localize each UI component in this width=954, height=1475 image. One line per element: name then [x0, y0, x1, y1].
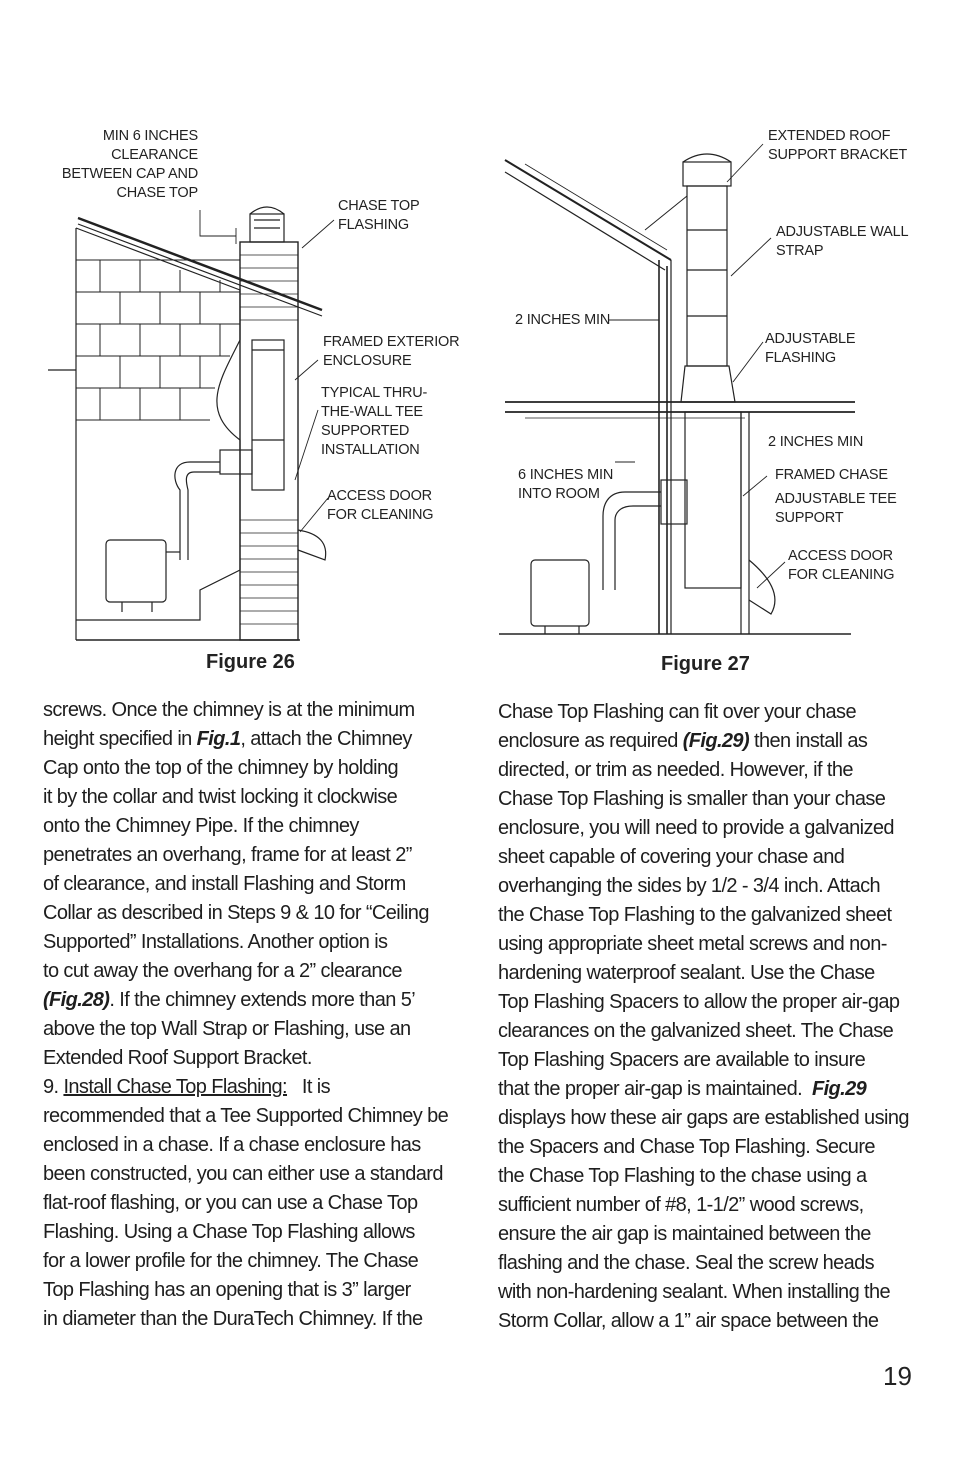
page-number: 19 — [883, 1361, 912, 1391]
text-line: Top Flashing Spacers are available to insure — [498, 1049, 866, 1071]
fig27-label-extended-bracket: EXTENDED ROOF SUPPORT BRACKET — [768, 128, 908, 163]
text-line: Storm Collar, allow a 1” air space between the — [498, 1310, 879, 1332]
text-line: screws. Once the chimney is at the minimum — [43, 699, 415, 721]
right-text-column — [498, 698, 909, 1336]
text-line: the Spacers and Chase Top Flashing. Secure — [498, 1136, 875, 1158]
fig27-label-two-inches-mid: 2 INCHES MIN — [768, 434, 864, 450]
text-line: enclosure as required (Fig.29) then install as — [498, 730, 868, 752]
text-line: overhanging the sides by 1/2 - 3/4 inch. Attach — [498, 875, 881, 897]
text-line: Collar as described in Steps 9 & 10 for “Ceiling — [43, 902, 429, 924]
text-line: the Chase Top Flashing to the chase using a — [498, 1165, 867, 1187]
text-line: Supported” Installations. Another option is — [43, 931, 388, 953]
fig27-label-adjustable-flashing: ADJUSTABLE FLASHING — [765, 331, 856, 366]
fig-reference: (Fig.29) — [682, 730, 750, 752]
text-line: enclosure, you will need to provide a galvanized — [498, 817, 894, 839]
text-line: flat-roof flashing, or you can use a Chase Top — [43, 1192, 418, 1214]
text-line: height specified in Fig.1, attach the Chimney — [43, 728, 412, 750]
figure-26-caption: Figure 26 — [206, 651, 295, 673]
fig27-label-two-inches-top: 2 INCHES MIN — [515, 312, 611, 328]
fig26-label-thru-wall-tee: TYPICAL THRU- THE-WALL TEE SUPPORTED INSTALLATION — [321, 385, 428, 458]
step-heading: Install Chase Top Flashing: — [63, 1076, 288, 1098]
text-line: enclosed in a chase. If a chase enclosure has — [43, 1134, 421, 1156]
text-line: above the top Wall Strap or Flashing, use an — [43, 1018, 411, 1040]
text-line: that the proper air-gap is maintained. Fig.29 — [498, 1078, 867, 1100]
text-line: to cut away the overhang for a 2” clearance — [43, 960, 402, 982]
fig27-label-access-door: ACCESS DOOR FOR CLEANING — [788, 548, 895, 583]
fig26-label-framed-exterior: FRAMED EXTERIOR ENCLOSURE — [323, 334, 460, 369]
text-line: 9. Install Chase Top Flashing: It is — [43, 1076, 330, 1098]
text-line: the Chase Top Flashing to the galvanized sheet — [498, 904, 892, 926]
fig26-label-chase-top-flashing: CHASE TOP FLASHING — [338, 198, 420, 233]
fig-reference: Fig.29 — [811, 1078, 867, 1100]
text-line: (Fig.28). If the chimney extends more than 5’ — [43, 989, 416, 1011]
figure-27-caption: Figure 27 — [661, 653, 750, 675]
text-line: Top Flashing Spacers to allow the proper air-gap — [498, 991, 900, 1013]
text-line: of clearance, and install Flashing and Storm — [43, 873, 406, 895]
fig27-label-wall-strap: ADJUSTABLE WALL STRAP — [776, 224, 909, 259]
text-line: penetrates an overhang, frame for at least 2” — [43, 844, 412, 866]
fig27-label-framed-chase: FRAMED CHASE — [775, 467, 888, 483]
text-line: in diameter than the DuraTech Chimney. If the — [43, 1308, 423, 1330]
fig27-label-six-inches: 6 INCHES MIN INTO ROOM — [518, 467, 614, 502]
text-line: sheet capable of covering your chase and — [498, 846, 845, 868]
text-line: using appropriate sheet metal screws and non- — [498, 933, 887, 955]
fig26-label-min-clearance: MIN 6 INCHES CLEARANCE BETWEEN CAP AND CHASE TOP — [61, 128, 198, 201]
fig26-label-access-door: ACCESS DOOR FOR CLEANING — [327, 488, 434, 523]
text-line: recommended that a Tee Supported Chimney be — [43, 1105, 449, 1127]
text-line: clearances on the galvanized sheet. The Chase — [498, 1020, 894, 1042]
text-line: onto the Chimney Pipe. If the chimney — [43, 815, 359, 837]
text-line: Flashing. Using a Chase Top Flashing allows — [43, 1221, 415, 1243]
text-line: directed, or trim as needed. However, if the — [498, 759, 853, 781]
left-text-column — [43, 696, 448, 1334]
text-line: Top Flashing has an opening that is 3” larger — [43, 1279, 411, 1301]
text-line: it by the collar and twist locking it clockwise — [43, 786, 398, 808]
fig27-label-tee-support: ADJUSTABLE TEE SUPPORT — [775, 491, 897, 526]
text-line: flashing and the chase. Seal the screw heads — [498, 1252, 875, 1274]
fig-reference: Fig.1 — [196, 728, 241, 750]
fig-reference: (Fig.28) — [43, 989, 110, 1011]
text-line: Chase Top Flashing is smaller than your chase — [498, 788, 886, 810]
text-line: ensure the air gap is maintained between the — [498, 1223, 871, 1245]
text-line: been constructed, you can either use a standard — [43, 1163, 443, 1185]
text-line: with non-hardening sealant. When installing the — [498, 1281, 891, 1303]
text-line: Extended Roof Support Bracket. — [43, 1047, 312, 1069]
text-line: hardening waterproof sealant. Use the Chase — [498, 962, 875, 984]
text-line: sufficient number of #8, 1-1/2” wood screws, — [498, 1194, 864, 1216]
text-line: Chase Top Flashing can fit over your chase — [498, 701, 856, 723]
text-line: displays how these air gaps are established using — [498, 1107, 909, 1129]
text-line: Cap onto the top of the chimney by holding — [43, 757, 399, 779]
text-line: for a lower profile for the chimney. The Chase — [43, 1250, 419, 1272]
